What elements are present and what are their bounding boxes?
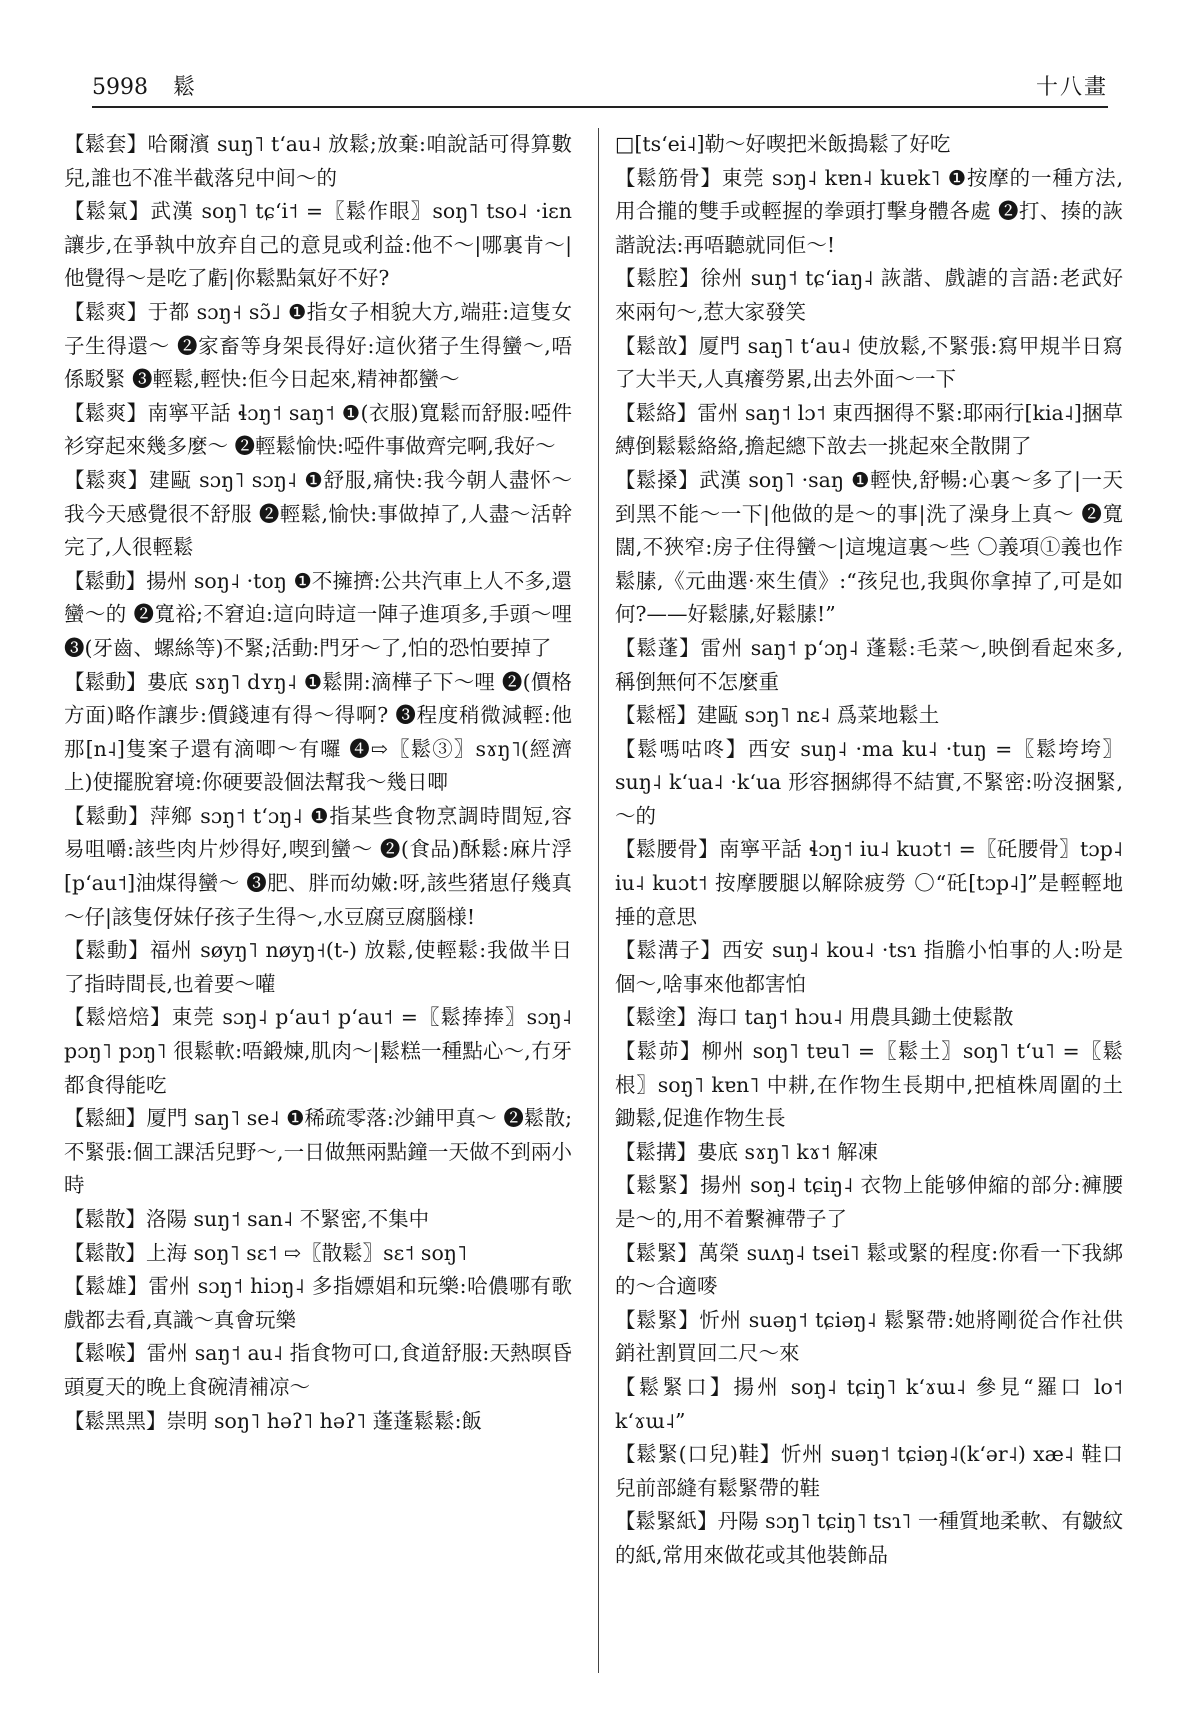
dictionary-entry: 【鬆黑黑】崇明 soŋ˥ həʔ˥ həʔ˥ 蓬蓬鬆鬆:飯 [64,1408,483,1433]
dictionary-entry: 【鬆絡】雷州 saŋ˦ lɔ˦ 東西捆得不緊:耶兩行[kia˨]捆草縛倒鬆鬆絡絡,擔起總下敨去一挑起來全散開了 [615,400,1123,459]
dictionary-entry: 【鬆塗】海口 taŋ˦ hɔu˨ 用農具鋤土使鬆散 [615,1005,1014,1030]
dictionary-entry: 【鬆敨】厦門 saŋ˥ tʻau˨ 使放鬆,不緊張:寫甲規半日寫了大半天,人真癢勞累,出去外面～一下 [615,333,1123,392]
page-number: 5998 [92,75,148,100]
dictionary-entry: 【鬆動】揚州 soŋ˨ ·toŋ ❶不擁擠:公共汽車上人不多,還蠻～的 ❷寬裕;不窘迫:這向時這一陣子進項多,手頭～哩 ❸(牙齒、螺絲等)不緊;活動:門牙～了,怕的恐怕要掉了 [64,568,572,660]
dictionary-entry: 【鬆細】厦門 saŋ˥ se˨ ❶稀疏零落:沙鋪甲真～ ❷鬆散;不緊張:個工課活兒野～,一日做無兩點鐘一天做不到兩小時 [64,1106,572,1198]
column-divider [598,128,599,1673]
dictionary-entry: 【鬆搆】婁底 sɤŋ˥ kɤ˦ 解凍 [615,1139,879,1164]
dictionary-entry: 【鬆緊口】揚州 soŋ˨ tɕiŋ˥ kʻɤɯ˨ 參見“羅口 lo˦ kʻɤɯ˨” [615,1374,1123,1433]
header-left [92,70,195,101]
dictionary-entry: 【鬆嗎咕咚】西安 suŋ˨ ·ma ku˨ ·tuŋ =〖鬆垮垮〗suŋ˨ kʻua˨ ·kʻua 形容捆綁得不結實,不緊密:吩沒捆緊,～的 [615,736,1123,828]
dictionary-entry: 【鬆動】福州 søyŋ˥ nøyŋ˧(t-) 放鬆,使輕鬆:我做半日了指時間長,也着要～嚾 [64,938,572,996]
left-column [64,128,572,1438]
dictionary-entry: 【鬆緊】忻州 suəŋ˦ tɕiəŋ˨ 鬆緊帶:她將剛從合作社供銷社割買回二尺～來 [615,1307,1123,1366]
dictionary-entry: 【鬆爽】南寧平話 ɬɔŋ˦ saŋ˦ ❶(衣服)寬鬆而舒服:啞件衫穿起來幾多麼～ ❷輕鬆愉快:啞件事做齊完啊,我好～ [64,400,572,459]
page-header [92,62,1108,108]
dictionary-entry: 【鬆動】婁底 sɤŋ˥ dʏŋ˨ ❶鬆開:滴樺子下～哩 ❷(價格方面)略作讓步:價錢連有得～得啊? ❸程度稍微減輕:他那[n˨]隻案子還有滴唧～有囉 ❹⇨〖鬆③〗sɤŋ˥(經濟上)使擺脫窘境:你硬要設個法幫我～幾日唧 [64,669,572,795]
dictionary-entry: 【鬆筋骨】東莞 sɔŋ˨ kɐn˨ kuɐk˥ ❶按摩的一種方法,用合攏的雙手或輕握的拳頭打擊身體各處 ❷打、揍的詼諧說法:再唔聽就同佢～! [615,165,1123,257]
dictionary-entry: 【鬆雄】雷州 sɔŋ˦ hiɔŋ˨ 多指嫖娼和玩樂:哈儂哪有歌戲都去看,真識～真會玩樂 [64,1274,572,1332]
right-column [615,128,1123,1573]
dictionary-entry: 【鬆腰骨】南寧平話 ɬɔŋ˦ iu˨ kuɔt˦ =〖矺腰骨〗tɔp˨ iu˨ kuɔt˦ 按摩腰腿以解除疲勞 〇“矺[tɔp˨]”是輕輕地捶的意思 [615,837,1123,929]
dictionary-entry: 【鬆搡】武漢 soŋ˥ ·saŋ ❶輕快,舒暢:心裏～多了|一天到黑不能～一下|他做的是～的事|洗了澡身上真～ ❷寬闊,不狹窄:房子住得蠻～|這塊這裏～些 〇義項①義也作鬆膆,《元曲選·來生債》:“孩兒也,我與你拿掉了,可是如何?——好鬆膆,好鬆膆!” [615,467,1123,627]
dictionary-entry: □[tsʻei˨]勒～好喫把米飯搗鬆了好吃 [615,132,951,156]
dictionary-entry: 【鬆茆】柳州 soŋ˥ tɐu˥ =〖鬆土〗soŋ˥ tʻu˥ =〖鬆根〗soŋ˥ kɐn˥ 中耕,在作物生長期中,把植株周圍的土鋤鬆,促進作物生長 [615,1039,1123,1131]
dictionary-entry: 【鬆散】上海 soŋ˥ sɛ˦ ⇨〖散鬆〗sɛ˦ soŋ˥ [64,1240,468,1265]
dictionary-entry: 【鬆緊】萬榮 suʌŋ˨ tsei˥ 鬆或緊的程度:你看一下我綁的～合適嘜 [615,1240,1123,1299]
dictionary-entry: 【鬆爽】建甌 sɔŋ˥ sɔŋ˨ ❶舒服,痛快:我今朝人盡怀～我今天感覺很不舒服 ❷輕鬆,愉快:事做掉了,人盡～活幹完了,人很輕鬆 [64,467,572,560]
section-title: 十八畫 [1035,75,1108,100]
dictionary-entry: 【鬆套】哈爾濱 suŋ˥ tʻau˨ 放鬆;放棄:咱說話可得算數兒,誰也不准半截落兒中间～的 [64,132,572,190]
dictionary-entry: 【鬆動】萍鄉 sɔŋ˦ tʻɔŋ˨ ❶指某些食物烹調時間短,容易咀嚼:該些肉片炒得好,喫到蠻～ ❷(食品)酥鬆:麻片浮[pʻau˦]油煤得蠻～ ❸肥、胖而幼嫩:呀,該些猪崽仔幾真～仔|該隻伢妹仔孩子生得～,水豆腐豆腐腦様! [64,803,572,929]
dictionary-entry: 【鬆腔】徐州 suŋ˦ tɕʻiaŋ˨ 詼諧、戲謔的言語:老武好來兩句～,惹大家發笑 [615,266,1123,324]
dictionary-entry: 【鬆榣】建甌 sɔŋ˥ nɛ˨ 爲菜地鬆土 [615,703,940,728]
dictionary-entry: 【鬆散】洛陽 suŋ˦ san˨ 不緊密,不集中 [64,1207,430,1231]
dictionary-entry: 【鬆緊】揚州 soŋ˨ tɕiŋ˨ 衣物上能够伸縮的部分:褲腰是～的,用不着繫褲帶子了 [615,1173,1123,1231]
dictionary-entry: 【鬆喉】雷州 saŋ˦ au˨ 指食物可口,食道舒服:天熱暝昏頭夏天的晚上食碗清補凉～ [64,1341,572,1399]
dictionary-entry: 【鬆氣】武漢 soŋ˥ tɕʻi˦ =〖鬆作眼〗soŋ˥ tso˨ ·iɛn 讓步,在爭執中放弃自己的意見或利益:他不～|哪裏肯～|他覺得～是吃了虧|你鬆點氣好不好? [64,199,572,291]
dictionary-entry: 【鬆溝子】西安 suŋ˨ kou˨ ·tsɿ 指膽小怕事的人:吩是個～,啥事來他都害怕 [615,938,1123,996]
dictionary-entry: 【鬆焙焙】東莞 sɔŋ˨ pʻau˦ pʻau˦ =〖鬆捧捧〗sɔŋ˨ pɔŋ˥ pɔŋ˥ 很鬆軟:唔鍛煉,肌肉～|鬆糕一種點心～,冇牙都食得能吃 [64,1005,572,1097]
dictionary-entry: 【鬆緊紙】丹陽 sɔŋ˥ tɕiŋ˥ tsɿ˥ 一種質地柔軟、有皺紋的紙,常用來做花或其他裝飾品 [615,1509,1123,1567]
dictionary-entry: 【鬆蓬】雷州 saŋ˦ pʻɔŋ˨ 蓬鬆:毛菜～,映倒看起來多,稱倒無何不怎麼重 [615,635,1123,694]
dictionary-entry: 【鬆緊(口兒)鞋】忻州 suəŋ˦ tɕiəŋ˨(kʻər˨) xæ˨ 鞋口兒前部縫有鬆緊帶的鞋 [615,1442,1123,1500]
dictionary-entry: 【鬆爽】于都 sɔŋ˧ sɔ̃˩ ❶指女子相貌大方,端莊:這隻女子生得還～ ❷家畜等身架長得好:這伙猪子生得蠻～,唔係駁緊 ❸輕鬆,輕快:佢今日起來,精神都蠻～ [64,299,572,392]
header-character: 鬆 [173,75,196,100]
